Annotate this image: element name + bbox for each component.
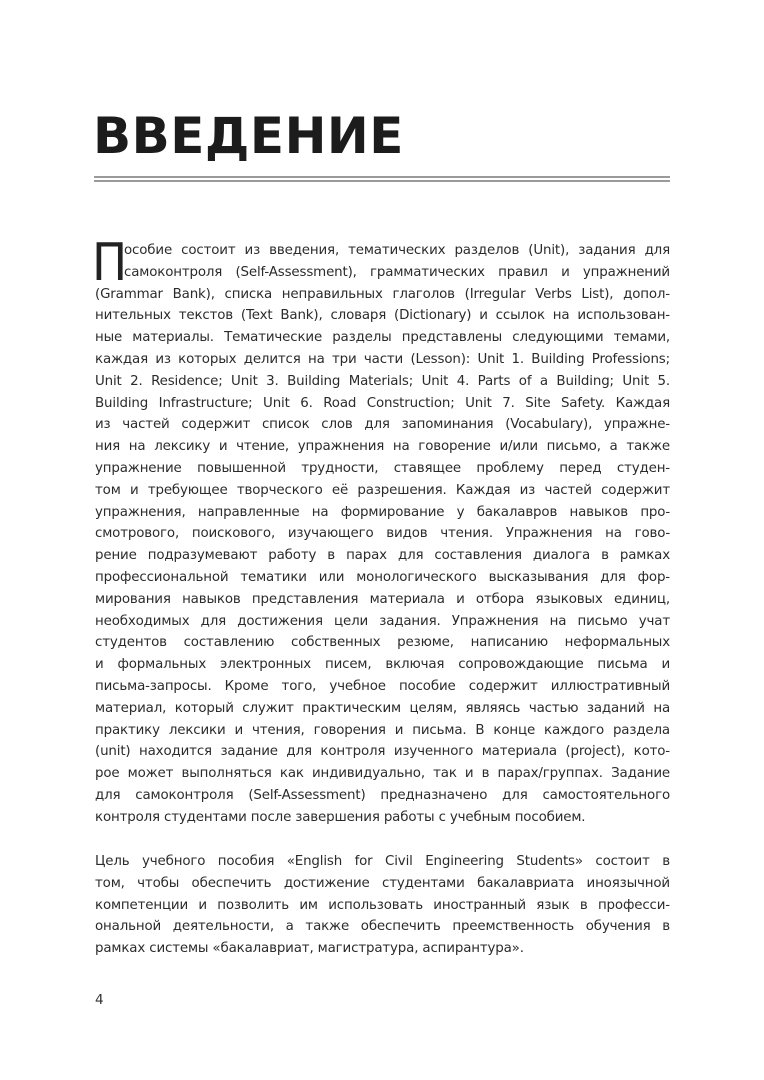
goal-paragraph (95, 851, 670, 960)
text-line: из частей содержит список слов для запоминания (Vocabulary), упражне- (95, 417, 670, 433)
text-line: контроля студентами после завершения работы с учебным пособием. (95, 809, 586, 825)
text-line: ональной деятельности, а также обеспечить преемственность обучения в (95, 919, 670, 935)
text-line: упражнение повышенной трудности, ставящее проблему перед студен- (95, 460, 670, 476)
page-title: ВВЕДЕНИЕ (93, 107, 404, 165)
text-line: мирования навыков представления материала и отбора языковых единиц, (95, 591, 670, 607)
text-line: нительных текстов (Text Bank), словаря (Dictionary) и ссылок на использован- (95, 308, 670, 324)
intro-paragraph (92, 233, 670, 829)
text-line: рение подразумевают работу в парах для составления диалога в рамках (95, 548, 670, 564)
text-line: студентов составлению собственных резюме, написанию неформальных (95, 635, 670, 651)
text-line: рамках системы «бакалавриат, магистратура, аспирантура». (95, 941, 524, 957)
text-line: смотрового, поискового, изучающего видов чтения. Упражнения на гово- (95, 526, 670, 542)
text-line: Building Infrastructure; Unit 6. Road Construction; Unit 7. Site Safety. Каждая (95, 395, 670, 411)
text-line: для самоконтроля (Self-Assessment) предназначено для самостоятельного (95, 787, 670, 803)
text-line: профессиональной тематики или монологического высказывания для фор- (95, 569, 670, 585)
title-divider (94, 180, 670, 182)
text-line: необходимых для достижения цели задания. Упражнения на письмо учат (95, 613, 670, 629)
title-divider (94, 176, 670, 178)
text-line: рое может выполняться как индивидуально, так и в парах/группах. Задание (95, 766, 670, 782)
text-line: том и требующее творческого её разрешения. Каждая из частей содержит (95, 482, 670, 498)
text-line: ния на лексику и чтение, упражнения на говорение и/или письмо, а также (95, 439, 670, 455)
text-line: упражнения, направленные на формирование у бакалавров навыков про- (95, 504, 670, 520)
text-line: (unit) находится задание для контроля изученного материала (project), кото- (95, 744, 670, 760)
text-line: особие состоит из введения, тематических разделов (Unit), задания для (124, 243, 670, 258)
text-line: практику лексики и чтения, говорения и письма. В конце каждого раздела (95, 722, 670, 738)
text-line: компетенции и позволить им использовать иностранный язык в професси- (95, 897, 670, 913)
page-number: 4 (95, 992, 104, 1008)
text-line: и формальных электронных писем, включая сопровождающие письма и (95, 657, 670, 673)
text-line: самоконтроля (Self-Assessment), грамматических правил и упражнений (124, 264, 670, 280)
text-line: каждая из которых делится на три части (Lesson): Unit 1. Building Professions; (95, 351, 670, 367)
text-line: письма-запросы. Кроме того, учебное пособие содержит иллюстративный (95, 678, 670, 694)
text-line: Unit 2. Residence; Unit 3. Building Materials; Unit 4. Parts of a Building; Unit 5. (95, 373, 670, 389)
drop-cap: П (92, 233, 128, 293)
text-line: материал, который служит практическим целям, являясь частью заданий на (95, 700, 670, 716)
text-line: том, чтобы обеспечить достижение студентами бакалавриата иноязычной (95, 875, 670, 891)
text-line: Цель учебного пособия «English for Civil Engineering Students» состоит в (95, 854, 670, 869)
text-line: (Grammar Bank), списка неправильных глаголов (Irregular Verbs List), допол- (95, 286, 670, 302)
text-line: ные материалы. Тематические разделы представлены следующими темами, (95, 330, 670, 346)
